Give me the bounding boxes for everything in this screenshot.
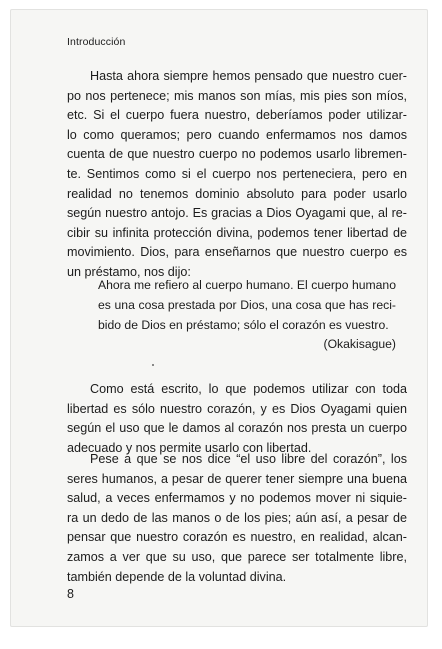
text-line: Hasta ahora siempre hemos pensado que nuestro cuer-	[90, 69, 407, 83]
text-line: adecuado y nos permite usarlo con libertad.	[67, 440, 312, 455]
text-line: seres humanos, a pesar de querer tener siempre una buena	[67, 471, 407, 486]
text-line: Como está escrito, lo que podemos utilizar con toda	[90, 382, 407, 396]
paragraph-third	[67, 450, 407, 587]
text-line: lo como queramos; pero cuando enfermamos nos damos	[67, 127, 407, 142]
quote-line: Ahora me refiero al cuerpo humano. El cuerpo humano	[98, 278, 396, 292]
text-line: zamos a ver que su uso, que parece ser totalmente libre,	[67, 549, 407, 564]
block-quote	[98, 276, 396, 355]
text-line: salud, a veces enfermamos y no podemos mover ni siquie-	[67, 491, 407, 506]
text-line: etc. Si el cuerpo fuera nuestro, deberíamos poder utilizar-	[67, 108, 407, 123]
text-line: ra un dedo de las manos o de los pies; aún así, a pesar de	[67, 510, 407, 525]
quote-source: (Okakisague)	[323, 337, 396, 352]
running-header: Introducción	[67, 36, 126, 48]
text-line: según nuestro antojo. Es gracias a Dios Oyagami que, al re-	[67, 206, 407, 221]
text-line: también depende de la voluntad divina.	[67, 569, 287, 584]
paragraph-second	[67, 380, 407, 458]
text-line: realidad no tenemos dominio absoluto para poder usarlo	[67, 186, 407, 201]
paragraph-intro	[67, 67, 407, 283]
quote-line: bido de Dios en préstamo; sólo el corazón es vuestro.	[98, 317, 389, 332]
text-line: libertad es sólo nuestro corazón, y es Dios Oyagami quien	[67, 401, 407, 416]
stray-mark	[152, 364, 154, 366]
text-line: según el uso que le damos al corazón nos presta un cuerpo	[67, 421, 407, 436]
text-line: cibir su infinita protección divina, podemos tener libertad de	[67, 225, 407, 240]
quote-line: es una cosa prestada por Dios, una cosa que has reci-	[98, 297, 396, 312]
text-line: Pese a que se nos dice “el uso libre del corazón”, los	[90, 452, 407, 466]
text-line: un préstamo, nos dijo:	[67, 264, 191, 279]
page-number: 8	[67, 587, 74, 601]
text-line: cuenta de que nuestro cuerpo no podemos usarlo libremen-	[67, 147, 407, 162]
text-line: te. Sentimos como si el cuerpo nos perteneciera, pero en	[67, 166, 407, 181]
book-page	[10, 9, 428, 627]
text-line: po nos pertenece; mis manos son mías, mis pies son míos,	[67, 88, 407, 103]
text-line: pensar que nuestro corazón es nuestro, en realidad, alcan-	[67, 530, 407, 545]
text-line: movimiento. Dios, para enseñarnos que nuestro cuerpo es	[67, 245, 407, 260]
